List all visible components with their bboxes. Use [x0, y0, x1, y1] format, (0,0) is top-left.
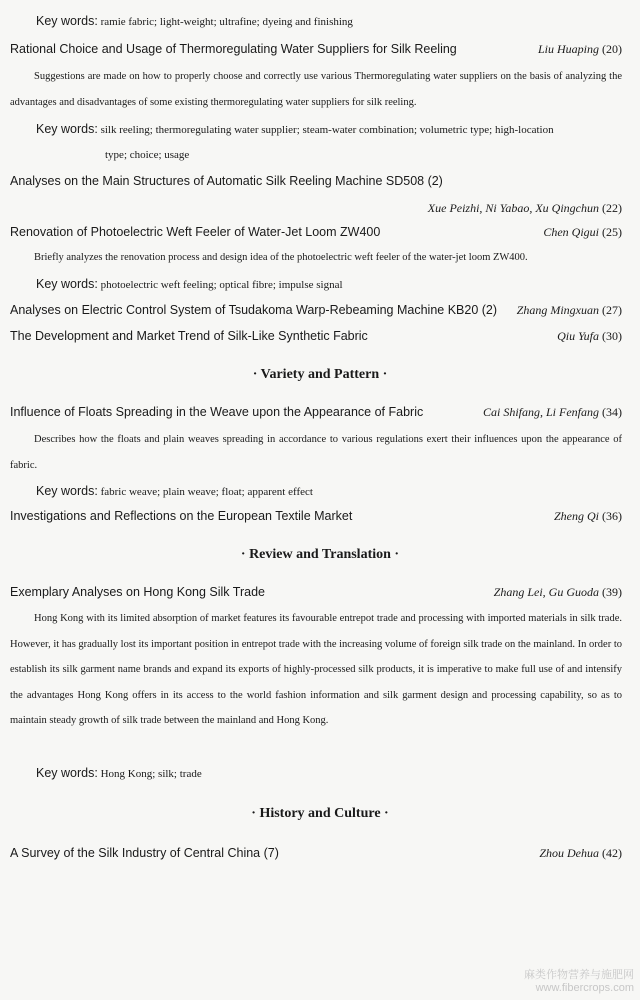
- article-abstract: Briefly analyzes the renovation process and design idea of the photoelectric weft feeler of the water-jet loom ZW400.: [34, 252, 528, 263]
- article-author-page: [428, 201, 622, 216]
- article-author-page: [557, 329, 622, 344]
- article-page: (25): [602, 225, 622, 239]
- article-title[interactable]: Influence of Floats Spreading in the Weave upon the Appearance of Fabric: [10, 405, 424, 419]
- watermark-line-2: www.fibercrops.com: [535, 982, 634, 994]
- article-author: Zheng Qi: [554, 509, 599, 523]
- article-author-page: [538, 42, 622, 57]
- article-title[interactable]: A Survey of the Silk Industry of Central China (7): [10, 846, 279, 860]
- keywords-label: Key words:: [36, 14, 98, 28]
- keywords-text: Hong Kong; silk; trade: [100, 768, 202, 780]
- article-entry-title-row: [10, 303, 622, 321]
- article-author-page: [539, 846, 622, 861]
- article-author-page: [554, 509, 622, 524]
- article-entry-title-row: [10, 846, 622, 864]
- keywords-continuation: type; choice; usage: [105, 149, 190, 161]
- article-title[interactable]: Rational Choice and Usage of Thermoregulating Water Suppliers for Silk Reeling: [10, 42, 457, 56]
- keywords-line: [36, 122, 554, 136]
- keywords-line: [36, 277, 343, 291]
- article-page: (36): [602, 509, 622, 523]
- article-entry-title-row: [10, 174, 622, 192]
- article-entry-title-row: [10, 42, 622, 60]
- section-heading-history: · History and Culture ·: [251, 806, 389, 821]
- article-page: (34): [602, 405, 622, 419]
- article-title[interactable]: Investigations and Reflections on the European Textile Market: [10, 509, 353, 523]
- article-author: Zhang Mingxuan: [516, 303, 599, 317]
- keywords-label: Key words:: [36, 122, 98, 136]
- article-entry-title-row: [10, 405, 622, 423]
- keywords-text: photoelectric weft feeling; optical fibre; impulse signal: [100, 279, 343, 291]
- section-heading-review: · Review and Translation ·: [240, 547, 400, 562]
- article-entry-title-row: [10, 329, 622, 347]
- article-title[interactable]: Exemplary Analyses on Hong Kong Silk Trade: [10, 585, 265, 599]
- article-author-page: [494, 585, 622, 600]
- article-title[interactable]: Analyses on the Main Structures of Automatic Silk Reeling Machine SD508 (2): [10, 174, 443, 188]
- article-title[interactable]: Analyses on Electric Control System of Tsudakoma Warp-Rebeaming Machine KB20 (2): [10, 303, 498, 317]
- article-title[interactable]: The Development and Market Trend of Silk-Like Synthetic Fabric: [10, 329, 368, 343]
- article-author: Chen Qigui: [543, 225, 599, 239]
- article-page: (20): [602, 42, 622, 56]
- article-author: Liu Huaping: [537, 42, 599, 56]
- keywords-text: silk reeling; thermoregulating water supplier; steam-water combination; volumetric type; high-location: [100, 124, 554, 136]
- article-page: (22): [602, 201, 622, 215]
- article-author: Cai Shifang, Li Fenfang: [482, 405, 599, 419]
- keywords-text: ramie fabric; light-weight; ultrafine; dyeing and finishing: [100, 16, 353, 28]
- keywords-line: [36, 484, 313, 498]
- article-entry-title-row: [10, 509, 622, 527]
- article-author: Zhang Lei, Gu Guoda: [493, 585, 599, 599]
- keywords-label: Key words:: [36, 277, 98, 291]
- keywords-text: fabric weave; plain weave; float; apparent effect: [100, 486, 313, 498]
- keywords-line: [36, 14, 353, 28]
- article-page: (27): [602, 303, 622, 317]
- article-author-page: [543, 225, 622, 240]
- keywords-label: Key words:: [36, 484, 98, 498]
- keywords-line: [36, 766, 202, 780]
- article-author-page: [483, 405, 622, 420]
- article-author: Xue Peizhi, Ni Yabao, Xu Qingchun: [427, 201, 599, 215]
- keywords-label: Key words:: [36, 766, 98, 780]
- article-entry-title-row: [10, 225, 622, 243]
- article-author: Zhou Dehua: [539, 846, 599, 860]
- article-abstract: Hong Kong with its limited absorption of market features its favourable entrepot trade and processing with imported materials in silk trade. However, it has gradually lost its important position in entrepot trade with the increasing volume of foreign silk trade on the mainland. In order to establish its silk garment name brands and expand its exports of highly-processed silk products, it is imperative to make full use of and intensify the advantages Hong Kong offers in its access to the world fashion information and silk garment design and processing capability, so as to maintain steady growth of silk trade between the mainland and Hong Kong.: [10, 613, 622, 726]
- article-page: (42): [602, 846, 622, 860]
- article-page: (39): [602, 585, 622, 599]
- section-heading-variety: · Variety and Pattern ·: [252, 367, 388, 382]
- article-author-page: [517, 303, 622, 318]
- article-abstract: Suggestions are made on how to properly choose and correctly use various Thermoregulating water suppliers on the basis of analyzing the advantages and disadvantages of some existing thermoregulating water suppliers for silk reeling.: [10, 71, 622, 108]
- article-abstract: Describes how the floats and plain weaves spreading in accordance to various regulations exert their influences upon the appearance of fabric.: [10, 434, 622, 471]
- article-title[interactable]: Renovation of Photoelectric Weft Feeler of Water-Jet Loom ZW400: [10, 225, 381, 239]
- watermark-line-1: 麻类作物营养与施肥网: [524, 969, 634, 981]
- article-entry-title-row: [10, 585, 622, 603]
- article-author: Qiu Yufa: [557, 329, 599, 343]
- article-page: (30): [602, 329, 622, 343]
